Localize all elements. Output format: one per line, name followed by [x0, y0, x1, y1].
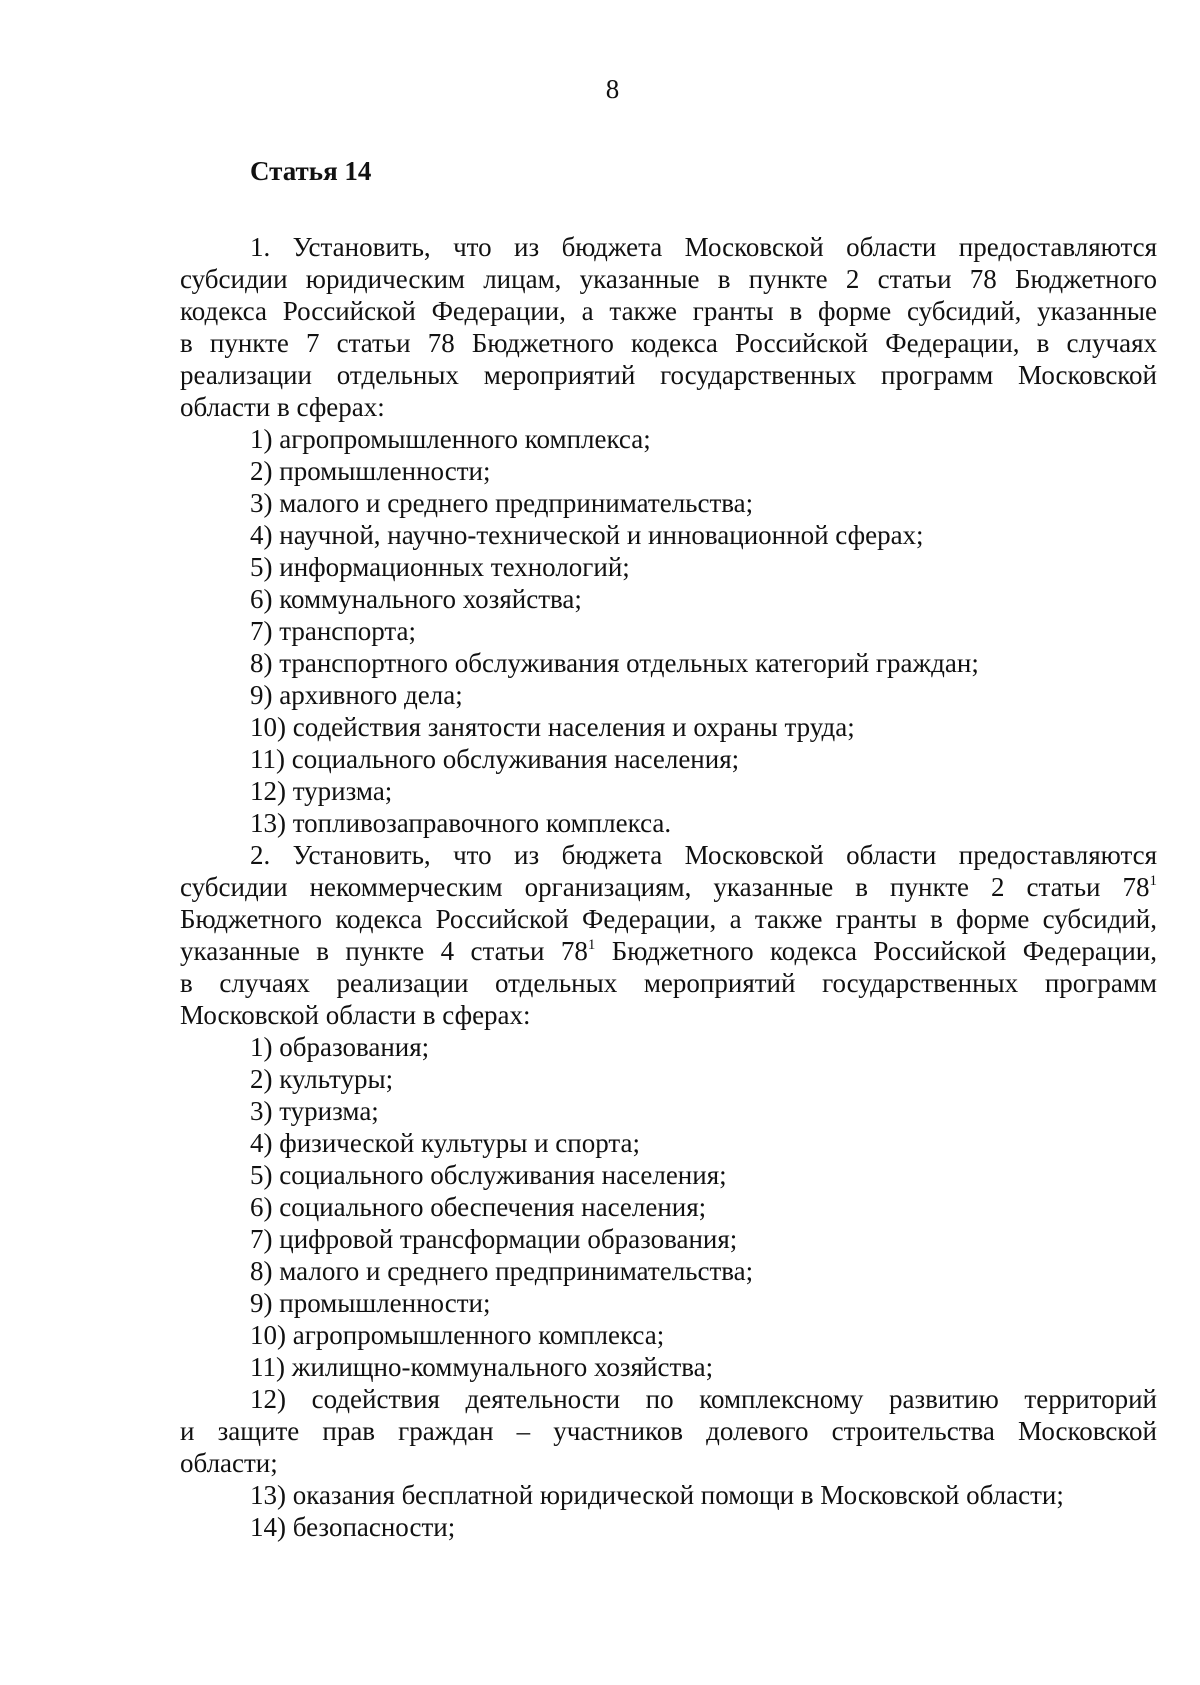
section2-line [180, 936, 1157, 966]
list-item: 11) социального обслуживания населения; [250, 744, 740, 774]
list-item: 1) агропромышленного комплекса; [250, 424, 651, 454]
list-item: 11) жилищно-коммунального хозяйства; [250, 1352, 714, 1382]
list-item-multiline: 12) содействия деятельности по комплексному развитию территорий [250, 1384, 1157, 1414]
list-item: 6) социального обеспечения населения; [250, 1192, 707, 1222]
section1-line: 1. Установить, что из бюджета Московской области предоставляются [250, 232, 1157, 262]
section2-line-text: Бюджетного кодекса Российской Федерации, [595, 936, 1157, 966]
section1-line: кодекса Российской Федерации, а также гранты в форме субсидий, указанные [180, 296, 1157, 326]
list-item: 6) коммунального хозяйства; [250, 584, 582, 614]
section1-line: реализации отдельных мероприятий государственных программ Московской [180, 360, 1157, 390]
list-item: 5) информационных технологий; [250, 552, 630, 582]
superscript: 1 [587, 937, 596, 953]
list-item: 4) научной, научно-технической и инновационной сферах; [250, 520, 924, 550]
list-item: 4) физической культуры и спорта; [250, 1128, 640, 1158]
page-number: 8 [605, 74, 620, 104]
article-title: Статья 14 [250, 156, 372, 186]
list-item: 8) транспортного обслуживания отдельных категорий граждан; [250, 648, 979, 678]
list-item: 2) культуры; [250, 1064, 394, 1094]
list-item: 7) транспорта; [250, 616, 416, 646]
section1-line: области в сферах: [180, 392, 385, 422]
section2-line: Бюджетного кодекса Российской Федерации, а также гранты в форме субсидий, [180, 904, 1157, 934]
list-item: 12) туризма; [250, 776, 393, 806]
list-item: 7) цифровой трансформации образования; [250, 1224, 738, 1254]
section2-line-text: субсидии некоммерческим организациям, указанные в пункте 2 статьи 78 [180, 872, 1150, 902]
list-item: 2) промышленности; [250, 456, 491, 486]
section2-line: Московской области в сферах: [180, 1000, 531, 1030]
section1-line: субсидии юридическим лицам, указанные в пункте 2 статьи 78 Бюджетного [180, 264, 1157, 294]
list-item: 13) топливозаправочного комплекса. [250, 808, 672, 838]
list-item: 10) агропромышленного комплекса; [250, 1320, 665, 1350]
list-item: 3) туризма; [250, 1096, 379, 1126]
section2-line: 2. Установить, что из бюджета Московской области предоставляются [250, 840, 1157, 870]
superscript: 1 [1149, 873, 1157, 889]
section2-line [180, 872, 1157, 902]
section2-line-text: указанные в пункте 4 статьи 78 [180, 936, 588, 966]
list-item: 1) образования; [250, 1032, 430, 1062]
list-item: 8) малого и среднего предпринимательства; [250, 1256, 754, 1286]
list-item: 14) безопасности; [250, 1512, 456, 1542]
list-item: 13) оказания бесплатной юридической помощи в Московской области; [250, 1480, 1064, 1510]
list-item: 5) социального обслуживания населения; [250, 1160, 727, 1190]
list-item-multiline: области; [180, 1448, 278, 1478]
list-item-multiline: и защите прав граждан – участников долевого строительства Московской [180, 1416, 1157, 1446]
section2-line: в случаях реализации отдельных мероприятий государственных программ [180, 968, 1157, 998]
list-item: 3) малого и среднего предпринимательства; [250, 488, 754, 518]
section1-line: в пункте 7 статьи 78 Бюджетного кодекса Российской Федерации, в случаях [180, 328, 1157, 358]
list-item: 10) содействия занятости населения и охраны труда; [250, 712, 855, 742]
list-item: 9) промышленности; [250, 1288, 491, 1318]
list-item: 9) архивного дела; [250, 680, 463, 710]
